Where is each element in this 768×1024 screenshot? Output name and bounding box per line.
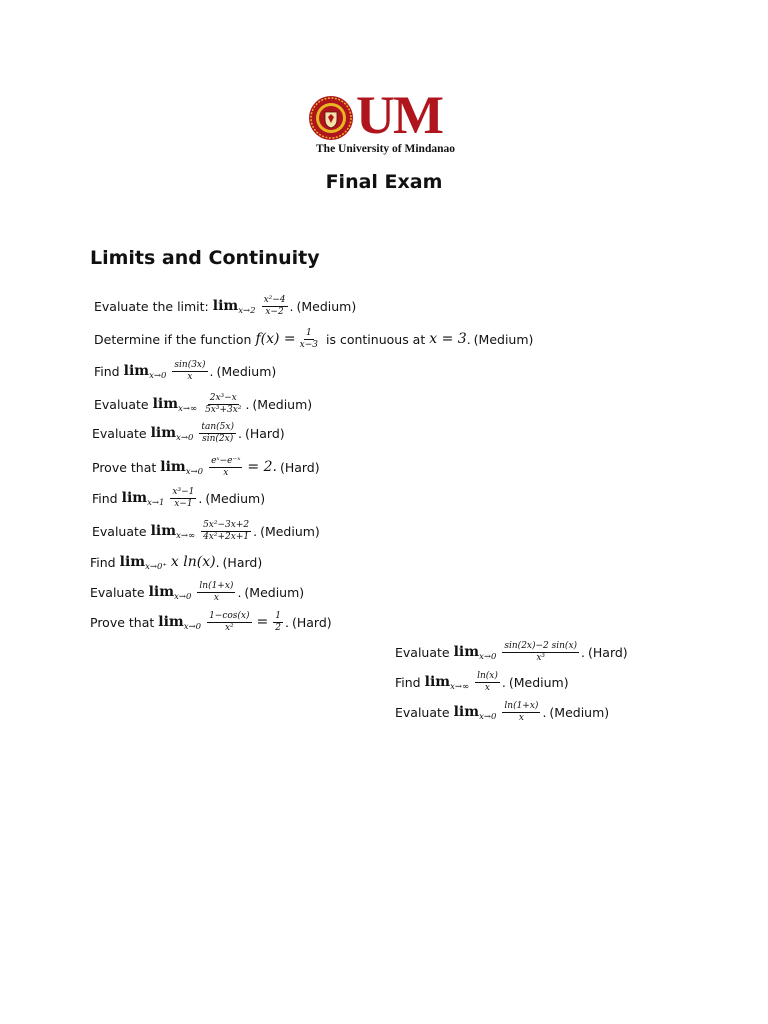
limit-subscript: x→0⁺ bbox=[145, 562, 167, 572]
question-text: x = 3 bbox=[429, 331, 467, 347]
question-text: = 2. bbox=[247, 459, 277, 475]
section-heading: Limits and Continuity bbox=[90, 247, 320, 269]
question-text: Prove that bbox=[92, 459, 157, 475]
limit-operator: lim bbox=[148, 584, 175, 600]
fraction-numerator: 1 bbox=[275, 611, 281, 622]
university-logo bbox=[308, 85, 463, 157]
limit-operator: lim bbox=[150, 523, 177, 539]
question-item bbox=[94, 291, 356, 321]
question-text: . bbox=[238, 425, 242, 441]
fraction-numerator: tan(5x) bbox=[201, 422, 234, 433]
question-item bbox=[92, 452, 320, 482]
fraction bbox=[197, 581, 235, 603]
university-seal-icon bbox=[308, 95, 354, 141]
fraction-denominator: 5x³+3x² bbox=[205, 404, 242, 415]
question-text: Evaluate bbox=[94, 396, 149, 412]
fraction-numerator: 1 bbox=[305, 328, 312, 339]
fraction-numerator: x³−1 bbox=[172, 487, 195, 498]
question-item bbox=[94, 324, 533, 354]
limit-subscript: x→0 bbox=[174, 592, 192, 602]
limit-subscript: x→0 bbox=[479, 652, 497, 662]
fraction bbox=[172, 360, 207, 382]
question-text: . bbox=[215, 554, 220, 570]
limit-subscript: x→2 bbox=[238, 306, 256, 316]
fraction-numerator: x²−4 bbox=[263, 295, 286, 306]
fraction bbox=[298, 328, 320, 350]
question-item bbox=[395, 697, 609, 727]
fraction-numerator: 2x³−x bbox=[209, 393, 237, 404]
limit-subscript: x→0 bbox=[479, 712, 497, 722]
fraction bbox=[262, 295, 288, 317]
logo-wordmark: UM bbox=[356, 85, 442, 145]
question-text: . bbox=[581, 644, 586, 660]
difficulty-label: (Hard) bbox=[291, 614, 332, 630]
fraction-numerator: sin(3x) bbox=[174, 360, 206, 371]
difficulty-label: (Medium) bbox=[205, 490, 266, 506]
question-item bbox=[92, 418, 285, 448]
limit-operator: lim bbox=[119, 554, 146, 570]
question-item bbox=[395, 637, 628, 667]
difficulty-label: (Hard) bbox=[244, 425, 285, 441]
fraction-denominator: 2 bbox=[275, 622, 281, 633]
fraction-denominator: x−2 bbox=[265, 306, 284, 317]
difficulty-label: (Medium) bbox=[473, 331, 534, 347]
difficulty-label: (Medium) bbox=[296, 298, 357, 314]
question-text: Evaluate bbox=[90, 584, 145, 600]
fraction-denominator: x−3 bbox=[299, 339, 318, 350]
question-text: Evaluate bbox=[92, 425, 147, 441]
question-text: . bbox=[245, 396, 250, 412]
difficulty-label: (Hard) bbox=[222, 554, 263, 570]
question-text: Evaluate bbox=[395, 644, 450, 660]
fraction bbox=[502, 641, 579, 663]
fraction-denominator: x³ bbox=[536, 652, 546, 663]
fraction bbox=[475, 671, 500, 693]
question-item bbox=[92, 516, 320, 546]
limit-operator: lim bbox=[121, 490, 148, 506]
limit-operator: lim bbox=[150, 425, 177, 441]
question-text: . bbox=[466, 331, 471, 347]
fraction-numerator: ln(1+x) bbox=[504, 701, 539, 712]
difficulty-label: (Medium) bbox=[216, 363, 277, 379]
question-item bbox=[92, 483, 265, 513]
limit-subscript: x→∞ bbox=[450, 682, 470, 692]
question-item bbox=[94, 356, 276, 386]
question-text: . bbox=[209, 363, 214, 379]
difficulty-label: (Medium) bbox=[508, 674, 569, 690]
fraction bbox=[170, 487, 196, 509]
limit-operator: lim bbox=[158, 614, 184, 630]
limit-operator: lim bbox=[160, 459, 186, 475]
question-text: x ln(x) bbox=[170, 554, 216, 570]
fraction bbox=[502, 701, 540, 723]
question-text: . bbox=[501, 674, 506, 690]
question-text: . bbox=[237, 584, 242, 600]
difficulty-label: (Hard) bbox=[588, 644, 628, 660]
limit-subscript: x→∞ bbox=[176, 531, 196, 541]
question-item bbox=[90, 547, 262, 577]
question-text: Evaluate bbox=[395, 704, 450, 720]
fraction-denominator: x bbox=[223, 467, 229, 478]
fraction-numerator: ln(x) bbox=[477, 671, 498, 682]
difficulty-label: (Hard) bbox=[279, 459, 320, 475]
question-text: Find bbox=[92, 490, 118, 506]
limit-subscript: x→0 bbox=[185, 467, 204, 477]
question-item bbox=[94, 389, 312, 419]
fraction-denominator: x bbox=[518, 712, 524, 723]
fraction-numerator: sin(2x)−2 sin(x) bbox=[504, 641, 578, 652]
question-text: Prove that bbox=[90, 614, 155, 630]
limit-subscript: x→0 bbox=[149, 371, 167, 381]
question-text: Evaluate bbox=[92, 523, 147, 539]
limit-operator: lim bbox=[212, 298, 239, 314]
fraction-denominator: x−1 bbox=[174, 498, 193, 509]
question-text: Determine if the function bbox=[94, 331, 252, 347]
question-text: Find bbox=[94, 363, 120, 379]
limit-subscript: x→0 bbox=[176, 433, 194, 443]
question-item bbox=[90, 607, 332, 637]
fraction-denominator: sin(2x) bbox=[202, 433, 234, 444]
limit-subscript: x→0 bbox=[183, 622, 202, 632]
university-name: The University of Mindanao bbox=[316, 143, 455, 155]
fraction-numerator: 5x²−3x+2 bbox=[203, 520, 250, 531]
difficulty-label: (Medium) bbox=[549, 704, 610, 720]
fraction-denominator: x bbox=[484, 682, 490, 693]
question-text: is continuous at bbox=[326, 331, 426, 347]
question-text: = bbox=[256, 614, 269, 630]
fraction-denominator: x bbox=[213, 592, 219, 603]
limit-subscript: x→1 bbox=[147, 498, 165, 508]
question-text: f(x) = bbox=[255, 331, 296, 347]
question-text: . bbox=[289, 298, 294, 314]
question-text: . bbox=[198, 490, 203, 506]
fraction-numerator: eˣ−e⁻ˣ bbox=[211, 456, 241, 467]
fraction-numerator: ln(1+x) bbox=[199, 581, 234, 592]
fraction bbox=[209, 456, 242, 478]
fraction bbox=[201, 520, 251, 542]
question-item bbox=[90, 577, 304, 607]
fraction-denominator: x² bbox=[224, 622, 234, 633]
question-text: . bbox=[284, 614, 289, 630]
question-text: Evaluate the limit: bbox=[94, 298, 209, 314]
question-item bbox=[395, 667, 569, 697]
fraction bbox=[203, 393, 243, 415]
difficulty-label: (Medium) bbox=[252, 396, 313, 412]
limit-operator: lim bbox=[123, 363, 150, 379]
fraction-numerator: 1−cos(x) bbox=[209, 611, 250, 622]
question-text: . bbox=[253, 523, 258, 539]
fraction bbox=[273, 611, 283, 633]
difficulty-label: (Medium) bbox=[244, 584, 305, 600]
question-text: . bbox=[542, 704, 547, 720]
limit-operator: lim bbox=[453, 704, 480, 720]
difficulty-label: (Medium) bbox=[260, 523, 320, 539]
limit-subscript: x→∞ bbox=[178, 404, 198, 414]
page-title: Final Exam bbox=[325, 171, 443, 193]
fraction bbox=[207, 611, 251, 633]
question-text: Find bbox=[90, 554, 116, 570]
question-text: Find bbox=[395, 674, 421, 690]
fraction-denominator: x bbox=[187, 371, 193, 382]
limit-operator: lim bbox=[453, 644, 480, 660]
fraction-denominator: 4x²+2x+1 bbox=[203, 531, 250, 542]
limit-operator: lim bbox=[152, 396, 179, 412]
limit-operator: lim bbox=[424, 674, 451, 690]
fraction bbox=[199, 422, 236, 444]
